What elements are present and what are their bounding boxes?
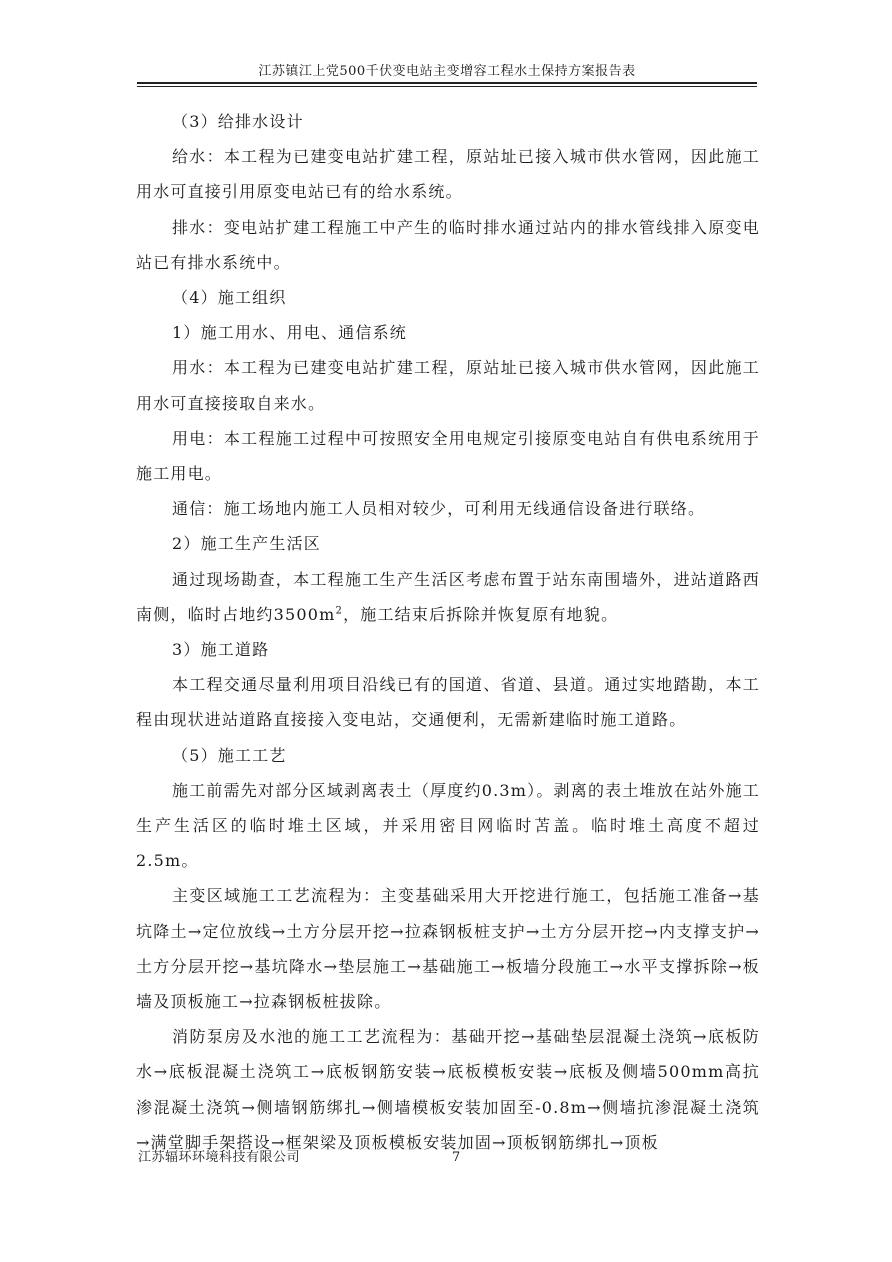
section-heading-construction-organization: （4）施工组织 <box>172 288 287 308</box>
paragraph-living-area <box>136 562 760 632</box>
paragraph-main-transformer-process: 主变区域施工工艺流程为：主变基础采用大开挖进行施工，包括施工准备→基坑降土→定位放线→土方分层开挖→拉森钢板桩支护→土方分层开挖→内支撑支护→土方分层开挖→基坑降水→垫层施工→基础施工→板墙分段施工→水平支撑拆除→板墙及顶板施工→拉森钢板桩拔除。 <box>136 886 760 1012</box>
paragraph-living-area-text-b: ，施工结束后拆除并恢复原有地貌。 <box>343 604 619 624</box>
header-rule-thick <box>137 82 757 84</box>
section-heading-drainage-design: （3）给排水设计 <box>172 112 304 131</box>
paragraph-roads: 本工程交通尽量利用项目沿线已有的国道、省道、县道。通过实地踏勘，本工程由现状进站道路直接接入变电站，交通便利，无需新建临时施工道路。 <box>136 675 760 730</box>
page-number: 7 <box>452 1150 461 1165</box>
subheading-utilities: 1）施工用水、用电、通信系统 <box>172 323 407 343</box>
paragraph-living-area-text-a: 通过现场勘查，本工程施工生产生活区考虑布置于站东南围墙外，进站道路西南侧，临时占地约3500m <box>136 569 760 624</box>
subheading-roads: 3）施工道路 <box>172 640 270 660</box>
paragraph-communication: 通信：施工场地内施工人员相对较少，可利用无线通信设备进行联络。 <box>172 499 706 519</box>
paragraph-fire-pump-process: 消防泵房及水池的施工工艺流程为：基础开挖→基础垫层混凝土浇筑→底板防水→底板混凝土浇筑工→底板钢筋安装→底板模板安装→底板及侧墙500mm高抗渗混凝土浇筑→侧墙钢筋绑扎→侧墙模板安装加固至-0.8m→侧墙抗渗混凝土浇筑→满堂脚手架搭设→框架梁及顶板模板安装加固→顶板钢筋绑扎→顶板 <box>136 1027 760 1152</box>
paragraph-water-use: 用水：本工程为已建变电站扩建工程，原站址已接入城市供水管网，因此施工用水可直接接取自来水。 <box>136 358 760 413</box>
paragraph-water-supply: 给水：本工程为已建变电站扩建工程，原站址已接入城市供水管网，因此施工用水可直接引用原变电站已有的给水系统。 <box>136 147 760 202</box>
document-body <box>136 104 760 1160</box>
subheading-living-area: 2）施工生产生活区 <box>172 534 321 554</box>
paragraph-power-use: 用电：本工程施工过程中可按照安全用电规定引接原变电站自有供电系统用于施工用电。 <box>136 428 760 484</box>
paragraph-topsoil: 施工前需先对部分区域剥离表土（厚度约0.3m）。剥离的表土堆放在站外施工生产生活区的临时堆土区域，并采用密目网临时苫盖。临时堆土高度不超过2.5m。 <box>136 780 760 871</box>
section-heading-construction-process: （5）施工工艺 <box>172 745 287 765</box>
paragraph-drainage: 排水：变电站扩建工程施工中产生的临时排水通过站内的排水管线排入原变电站已有排水系统中。 <box>136 217 760 272</box>
document-header-title: 江苏镇江上党500千伏变电站主变增容工程水土保持方案报告表 <box>258 64 636 79</box>
header-rule-thin <box>137 86 757 87</box>
footer-company: 江苏辐环环境科技有限公司 <box>138 1150 301 1165</box>
superscript-square: 2 <box>335 605 344 617</box>
